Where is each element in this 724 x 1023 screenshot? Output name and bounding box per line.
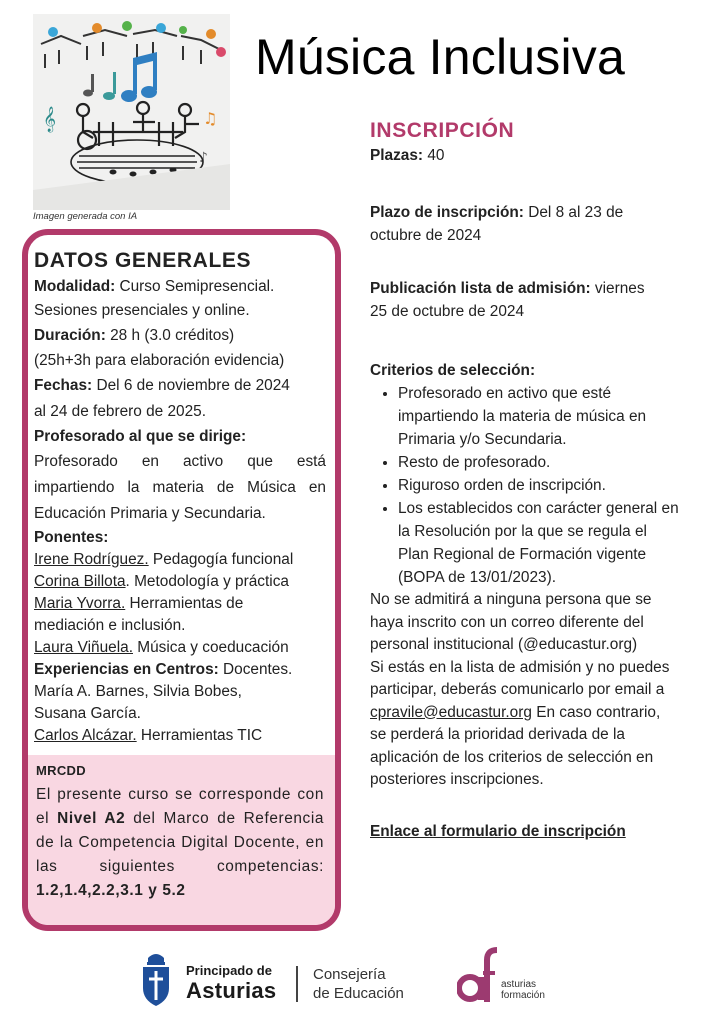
ponente-name: Corina Billota — [34, 573, 126, 590]
ponente-row — [34, 549, 326, 571]
ponente-topic: Herramientas de — [125, 595, 244, 612]
af-line1: asturias — [501, 979, 537, 990]
profesorado-label: Profesorado al que se dirige: — [34, 428, 247, 445]
duracion-extra: (25h+3h para elaboración evidencia) — [34, 352, 285, 369]
principado-line1: Principado de — [186, 963, 272, 978]
aviso-lista-after: En caso contrario, se perderá la prioridad derivada de la aplicación de los criterios de selección en posteriores inscripciones. — [370, 703, 661, 788]
svg-text:♫: ♫ — [203, 109, 218, 128]
datos-generales-panel — [22, 229, 341, 931]
experiencias-line2: María A. Barnes, Silvia Bobes, — [34, 683, 242, 700]
mrcdd-title: MRCDD — [36, 763, 86, 778]
list-item: • Profesorado en activo que esté impartiendo la materia de música en Primaria y/o Secundaria. — [398, 382, 680, 451]
fechas-line — [34, 374, 326, 398]
mrcdd-text-middle: del Marco de Referencia de la Competencia Digital Docente, en las siguientes competencias: — [36, 810, 325, 875]
ponente-row — [34, 637, 326, 659]
profesorado-line2: impartiendo la materia de Música en — [34, 479, 326, 496]
datos-generales-title: DATOS GENERALES — [34, 249, 252, 272]
fechas-value: Del 6 de noviembre de 2024 — [92, 377, 290, 394]
ponente-row — [34, 725, 326, 747]
ponente-row — [34, 615, 326, 637]
footer-divider — [296, 966, 298, 1002]
list-item: • Los establecidos con carácter general en la Resolución por la que se regula el Plan Regional de Formación vigente (BOPA de 13/01/2023). — [398, 497, 680, 589]
mrcdd-box — [28, 755, 335, 931]
inscripcion-title: INSCRIPCIÓN — [370, 119, 515, 142]
mrcdd-text — [36, 783, 324, 903]
experiencias-value: Docentes. — [218, 661, 293, 678]
modalidad-extra: Sesiones presenciales y online. — [34, 302, 250, 319]
duracion-label: Duración: — [34, 327, 106, 344]
profesorado-line3: Educación Primaria y Secundaria. — [34, 505, 266, 522]
publicacion-label: Publicación lista de admisión: — [370, 280, 591, 297]
image-caption: Imagen generada con IA — [33, 211, 138, 222]
duracion-line — [34, 324, 326, 348]
aviso-correo: No se admitirá a ninguna persona que se haya inscrito con un correo diferente del personal institucional (@educastur.org) — [370, 591, 652, 653]
experiencias-label: Experiencias en Centros: — [34, 661, 219, 678]
ponente-name: Carlos Alcázar. — [34, 727, 137, 744]
ponente-name: Laura Viñuela. — [34, 639, 133, 656]
af-line2: formación — [501, 990, 545, 1001]
ponentes-label: Ponentes: — [34, 529, 109, 546]
plazo-value: Del 8 al 23 de — [523, 204, 624, 221]
plazo-line — [370, 201, 680, 224]
mrcdd-competencias: 1.2,1.4,2.2,3.1 y 5.2 — [36, 882, 186, 899]
modalidad-value: Curso Semipresencial. — [115, 278, 275, 295]
publicacion-value: viernes — [590, 280, 645, 297]
list-item: • Riguroso orden de inscripción. — [398, 474, 680, 497]
ponente-name: Irene Rodríguez. — [34, 551, 149, 568]
email-link[interactable]: cpravile@educastur.org — [370, 703, 532, 721]
inscripcion-form-link[interactable]: Enlace al formulario de inscripción — [370, 822, 626, 840]
ponente-row — [34, 593, 326, 615]
profesorado-line1: Profesorado en activo que está — [34, 453, 326, 470]
plazas-line — [370, 144, 680, 167]
experiencias-line — [34, 659, 326, 681]
principado-line2: Asturias — [186, 978, 277, 1003]
modalidad-line — [34, 275, 326, 298]
mrcdd-nivel: Nivel A2 — [57, 810, 126, 827]
ponente-name: Maria Yvorra. — [34, 595, 126, 612]
plazas-value: 40 — [423, 147, 445, 164]
ponente-topic: Música y coeducación — [132, 639, 289, 656]
consejeria-line2: de Educación — [313, 985, 404, 1002]
page-title: Música Inclusiva — [255, 29, 625, 85]
hero-illustration — [33, 14, 230, 210]
svg-text:♪: ♪ — [199, 150, 208, 166]
plazo-extra: octubre de 2024 — [370, 227, 482, 244]
criterios-list — [370, 382, 680, 589]
mrcdd-text-before: El presente curso se corresponde con el — [36, 786, 324, 827]
plazas-label: Plazas: — [370, 147, 424, 164]
ponente-topic: . Metodología y práctica — [125, 573, 289, 590]
fechas-extra: al 24 de febrero de 2025. — [34, 403, 206, 420]
aviso-lista — [370, 657, 680, 792]
asturias-formacion-logo-icon — [457, 944, 497, 1006]
experiencias-line3: Susana García. — [34, 705, 141, 722]
ponente-topic: Pedagogía funcional — [148, 551, 294, 568]
publicacion-line — [370, 277, 680, 300]
publicacion-extra: 25 de octubre de 2024 — [370, 303, 525, 320]
svg-text:𝄞: 𝄞 — [43, 107, 57, 132]
consejeria-line1: Consejería — [313, 966, 386, 983]
aviso-lista-before: Si estás en la lista de admisión y no puedes participar, deberás comunicarlo por email a — [370, 658, 670, 698]
fechas-label: Fechas: — [34, 377, 93, 394]
ponente-topic: Herramientas TIC — [136, 727, 263, 744]
criterios-label: Criterios de selección: — [370, 362, 536, 379]
list-item: • Resto de profesorado. — [398, 451, 680, 474]
inscripcion-section — [370, 118, 680, 843]
plazo-label: Plazo de inscripción: — [370, 204, 524, 221]
principado-crest-icon — [138, 950, 174, 1008]
modalidad-label: Modalidad: — [34, 278, 116, 295]
duracion-value: 28 h (3.0 créditos) — [105, 327, 235, 344]
ponente-row — [34, 571, 326, 593]
ponente-topic: mediación e inclusión. — [34, 617, 186, 634]
